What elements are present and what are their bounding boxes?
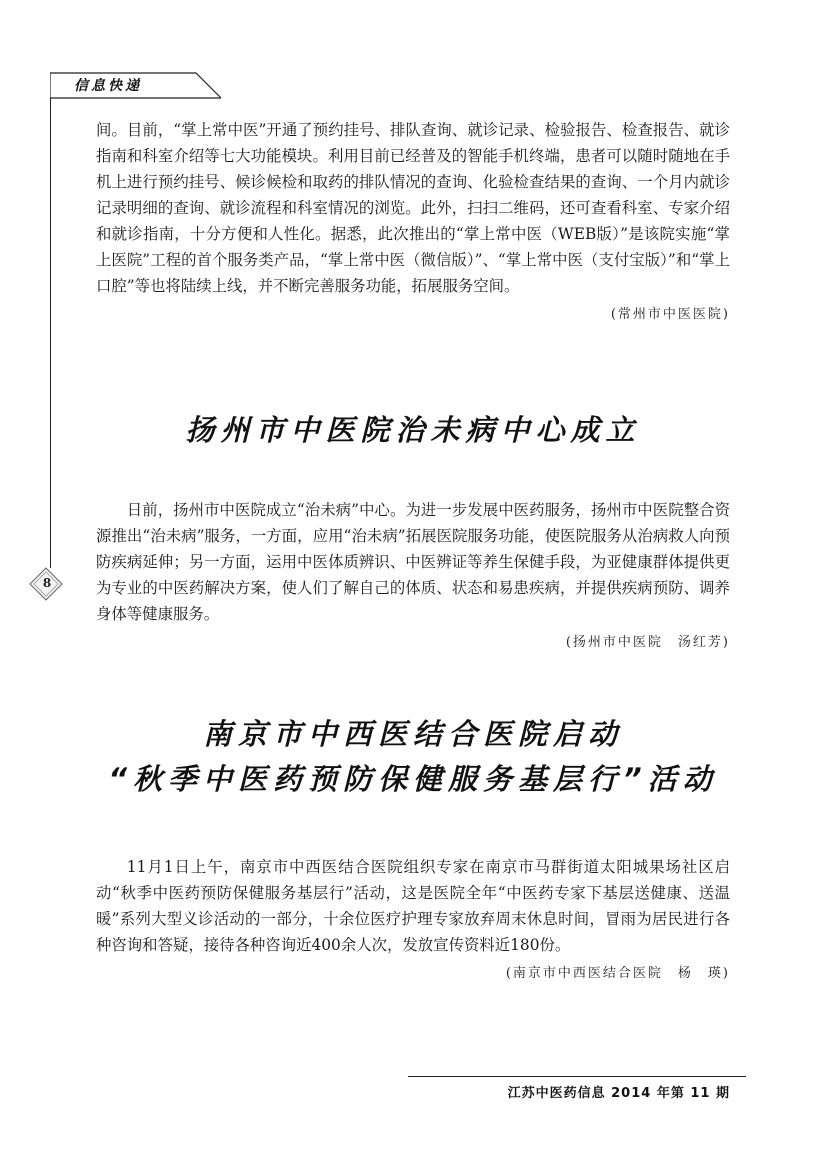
article-1: [96, 117, 730, 322]
article-3-title-line-1: 南京市中西医结合医院启动: [202, 717, 623, 751]
section-header-tab: [50, 72, 220, 98]
left-margin-rule: [50, 98, 51, 568]
article-2-body: 日前，扬州市中医院成立“治未病”中心。为进一步发展中医药服务，扬州市中医院整合资源推出“治未病”服务，一方面，应用“治未病”拓展医院服务功能，使医院服务从治病救人向预防疾病延伸；另一方面，运用中医体质辨识、中医辨证等养生保健手段，为亚健康群体提供更为专业的中医药解决方案，使人们了解自己的体质、状态和易患疾病，并提供疾病预防、调养身体等健康服务。: [96, 501, 730, 623]
article-1-source: (常州市中医医院): [610, 307, 730, 322]
article-3-title-line-2: “秋季中医药预防保健服务基层行”活动: [108, 762, 718, 796]
page-number: 8: [42, 576, 52, 590]
section-label: 信息快递: [74, 78, 142, 94]
article-2-source: (扬州市中医院 汤红芳): [565, 635, 730, 650]
article-2: [96, 497, 730, 650]
footer-rule: [408, 1076, 746, 1077]
article-3-source: (南京市中西医结合医院 杨 瑛): [505, 966, 730, 981]
footer-journal-info: 江苏中医药信息 2014 年第 11 期: [507, 1086, 730, 1101]
article-2-title: 扬州市中医院治未病中心成立: [185, 413, 641, 447]
article-3-body: 11月1日上午，南京市中西医结合医院组织专家在南京市马群街道太阳城果场社区启动“秋季中医药预防保健服务基层行”活动，这是医院全年“中医药专家下基层送健康、送温暖”系列大型义诊活动的一部分，十余位医疗护理专家放弃周末休息时间，冒雨为居民进行各种咨询和答疑，接待各种咨询近400余人次，发放宣传资料近180份。: [96, 858, 730, 954]
article-3: [96, 854, 730, 981]
article-1-body: 间。目前，“掌上常中医”开通了预约挂号、排队查询、就诊记录、检验报告、检查报告、就诊指南和科室介绍等七大功能模块。利用目前已经普及的智能手机终端，患者可以随时随地在手机上进行预约挂号、候诊候检和取药的排队情况的查询、化验检查结果的查询、一个月内就诊记录明细的查询、就诊流程和科室情况的浏览。此外，扫扫二维码，还可查看科室、专家介绍和就诊指南，十分方便和人性化。据悉，此次推出的“掌上常中医（WEB版）”是该院实施“掌上医院”工程的首个服务类产品，“掌上常中医（微信版）”、“掌上常中医（支付宝版）”和“掌上口腔”等也将陆续上线，并不断完善服务功能，拓展服务空间。: [96, 121, 730, 295]
